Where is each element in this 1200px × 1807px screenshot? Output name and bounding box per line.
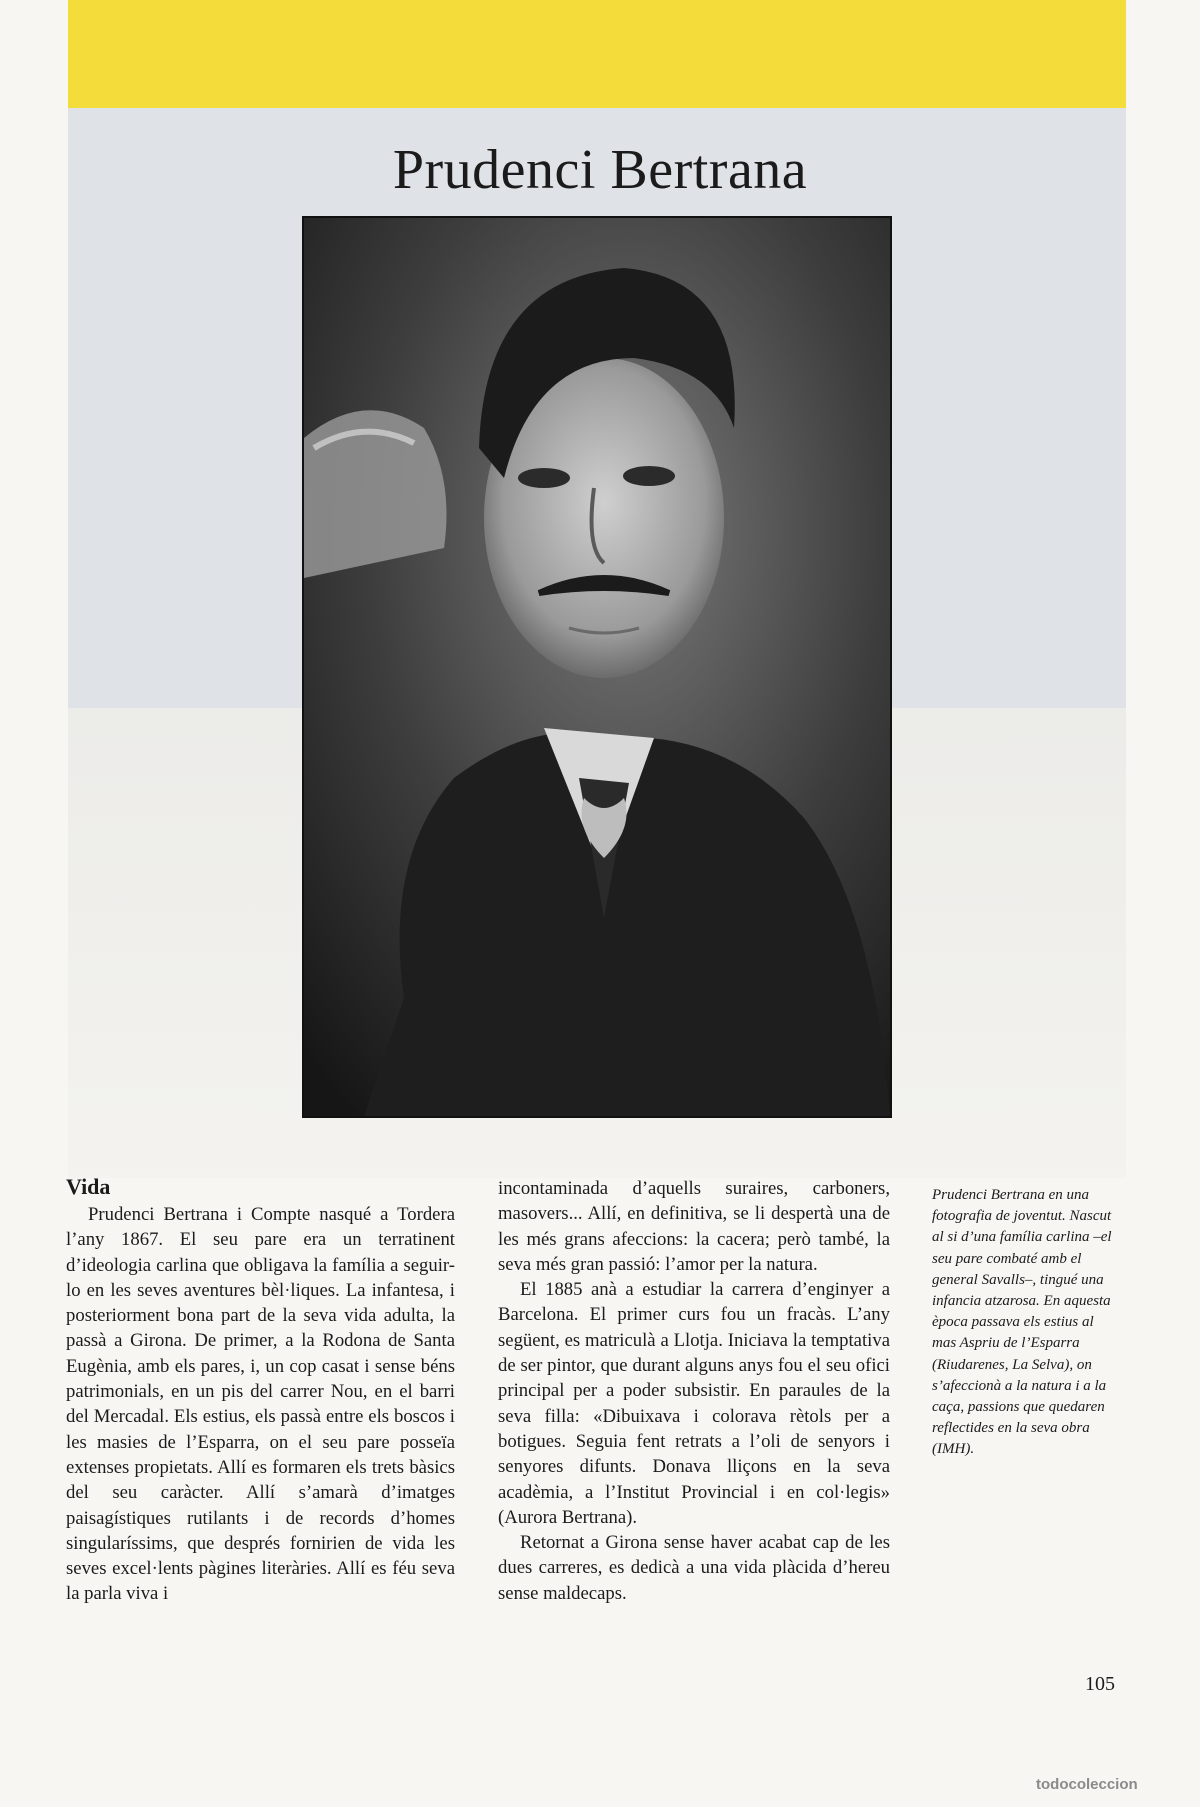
yellow-header-band — [68, 0, 1126, 108]
page-number: 105 — [1085, 1673, 1115, 1695]
article-paragraph: incontaminada d’aquells suraires, carboners, masovers... Allí, en definitiva, se li despertà una de les més grans afeccions: la cacera; però també, la seva més gran passió: l’amor per la natura. — [498, 1178, 890, 1275]
article-column-middle — [498, 1176, 890, 1606]
page-title: Prudenci Bertrana — [392, 139, 808, 201]
watermark-text: todocoleccion — [1036, 1776, 1138, 1793]
article-paragraph: Prudenci Bertrana i Compte nasqué a Tordera l’any 1867. El seu pare era un terratinent d’ideologia carlina que obligava la família a seguir-lo en les seves aventures bèl·liques. La infantesa, i posteriorment bona part de la seva vida adulta, la passà a Girona. De primer, a la Rodona de Santa Eugènia, amb els pares, i, un cop casat i sense béns patrimonials, en un pis del carrer Nou, en el barri del Mercadal. Els estius, els passà entre els boscos i les masies de l’Esparra, on el seu pare posseïa extenses propietats. Allí es formaren els trets bàsics del seu caràcter. Allí s’amarà d’imatges paisagístiques rutilants i de records d’homes singularíssims, que després fornirien de vida les seves excel·lents pàgines literàries. Allí es féu seva la parla viva i — [66, 1204, 455, 1605]
article-paragraph: El 1885 anà a estudiar la carrera d’enginyer a Barcelona. El primer curs fou un fracàs. L’any següent, es matriculà a Llotja. Iniciava la temptativa de ser pintor, que durant alguns anys fou el seu ofici principal per a poder subsistir. En paraules de la seva filla: «Dibuixava i colorava rètols per a botigues. Seguia fent retrats a l’oli de senyors i senyores difunts. Donava lliçons en la seva acadèmia, a l’Institut Provincial i en col·legis» (Aurora Bertrana). — [498, 1279, 890, 1528]
portrait-photo — [302, 216, 892, 1118]
photo-caption: Prudenci Bertrana en una fotografia de joventut. Nascut al si d’una família carlina –el seu pare combaté amb el general Savalls–, tingué una infancia atzarosa. En aquesta època passava els estius al mas Aspriu de l’Esparra (Riudarenes, La Selva), on s’afeccionà a la natura i a la caça, passions que quedaren reflectides en la seva obra (IMH). — [932, 1187, 1112, 1458]
portrait-illustration — [304, 218, 890, 1116]
article-paragraph: Retornat a Girona sense haver acabat cap de les dues carreres, es dedicà a una vida plàcida d’hereu sense maldecaps. — [498, 1532, 890, 1604]
section-heading: Vida — [66, 1174, 111, 1199]
article-column-left — [66, 1202, 455, 1607]
